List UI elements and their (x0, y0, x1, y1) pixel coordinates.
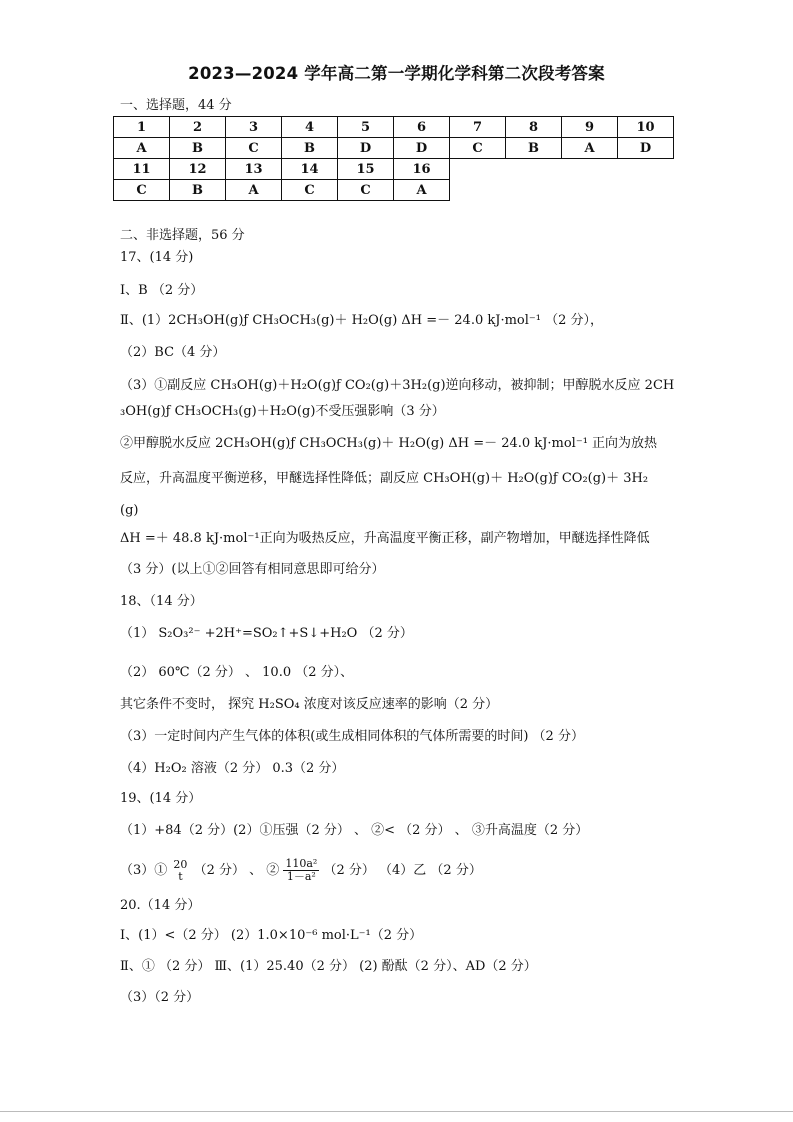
fraction-numerator: 110a² (285, 857, 318, 870)
q18-part1: （1） S₂O₃²⁻ +2H⁺=SO₂↑+S↓+H₂O （2 分） (120, 626, 413, 641)
table-cell: D (394, 138, 450, 159)
table-cell: A (562, 138, 618, 159)
q18-part2b: 其它条件不变时， 探究 H₂SO₄ 浓度对该反应速率的影响（2 分） (120, 697, 499, 712)
table-cell: C (338, 180, 394, 201)
page-bottom-divider (0, 1111, 793, 1112)
table-cell: 3 (226, 117, 282, 138)
table-cell: 14 (282, 159, 338, 180)
q20-part2-3: Ⅱ、① （2 分） Ⅲ、(1）25.40（2 分） (2) 酚酞（2 分）、AD（2 分） (120, 959, 537, 974)
table-cell: 7 (450, 117, 506, 138)
table-cell: 2 (170, 117, 226, 138)
fraction-equilibrium-constant (283, 858, 319, 883)
table-cell: D (618, 138, 674, 159)
q19-part3-4 (120, 856, 482, 886)
q20-part3-3: （3）（2 分） (120, 990, 200, 1005)
table-cell-empty (450, 180, 506, 201)
table-cell: 15 (338, 159, 394, 180)
page-title: 2023—2024 学年高二第一学期化学科第二次段考答案 (188, 64, 605, 83)
table-row (114, 180, 674, 201)
table-cell: C (114, 180, 170, 201)
table-cell: 9 (562, 117, 618, 138)
table-cell: C (282, 180, 338, 201)
table-cell: B (170, 180, 226, 201)
table-cell-empty (562, 159, 618, 180)
q19-part1-2: （1）+84（2 分）(2）①压强（2 分） 、 ②< （2 分） 、 ③升高温度（2 分） (120, 823, 589, 838)
table-cell: D (338, 138, 394, 159)
table-cell-empty (618, 159, 674, 180)
q17-part1: Ⅰ、B （2 分） (120, 283, 204, 298)
table-cell: B (282, 138, 338, 159)
table-cell-empty (618, 180, 674, 201)
table-cell: A (114, 138, 170, 159)
table-cell: C (450, 138, 506, 159)
table-cell-empty (450, 159, 506, 180)
q17-part2-3a: （3）①副反应 CH₃OH(g)＋H₂O(g)ƒ CO₂(g)＋3H₂(g)逆向移动，被抑制；甲醇脱水反应 2CH (120, 378, 675, 393)
table-cell-empty (562, 180, 618, 201)
table-cell: 8 (506, 117, 562, 138)
q20-heading: 20.（14 分） (120, 898, 201, 913)
table-cell: B (506, 138, 562, 159)
table-cell: 1 (114, 117, 170, 138)
table-cell: A (394, 180, 450, 201)
table-cell: 10 (618, 117, 674, 138)
table-cell: 5 (338, 117, 394, 138)
section2-heading: 二、非选择题，56 分 (120, 228, 245, 243)
q19-part3-prefix: （3）① (120, 863, 168, 878)
table-cell: 11 (114, 159, 170, 180)
q17-part2-1: Ⅱ、(1）2CH₃OH(g)ƒ CH₃OCH₃(g)＋ H₂O(g) ΔH =－ 24.0 kJ·mol⁻¹ （2 分）， (120, 313, 603, 328)
q17-part2-3c: ②甲醇脱水反应 2CH₃OH(g)ƒ CH₃OCH₃(g)＋ H₂O(g) ΔH =－ 24.0 kJ·mol⁻¹ 正向为放热 (120, 436, 658, 451)
table-cell: A (226, 180, 282, 201)
table-cell: 16 (394, 159, 450, 180)
table-cell: B (170, 138, 226, 159)
q18-part2a: （2） 60℃（2 分） 、 10.0 （2 分）、 (120, 665, 354, 680)
fraction-numerator: 20 (173, 857, 188, 871)
q19-heading: 19、(14 分） (120, 791, 202, 806)
fraction-denominator: 1－a² (286, 870, 316, 883)
table-row (114, 138, 674, 159)
table-cell: 6 (394, 117, 450, 138)
q17-part2-3f: ΔH =＋ 48.8 kJ·mol⁻¹正向为吸热反应，升高温度平衡正移，副产物增加，甲醚选择性降低 (120, 531, 650, 546)
q17-part2-3e: (g) (120, 503, 139, 518)
q18-heading: 18、（14 分） (120, 594, 203, 609)
q18-part3: （3）一定时间内产生气体的体积(或生成相同体积的气体所需要的时间) （2 分） (120, 729, 584, 744)
answer-table (113, 116, 674, 201)
q17-part2-2: （2）BC（4 分） (120, 345, 226, 360)
table-cell: 4 (282, 117, 338, 138)
fraction-denominator: t (178, 869, 183, 883)
q19-part3-score1: （2 分） 、 ② (193, 863, 280, 878)
q17-part2-3b: ₃OH(g)ƒ CH₃OCH₃(g)＋H₂O(g)不受压强影响（3 分） (120, 404, 445, 419)
table-row (114, 159, 674, 180)
q20-part1: Ⅰ、(1）<（2 分） (2）1.0×10⁻⁶ mol·L⁻¹（2 分） (120, 928, 423, 943)
section1-heading: 一、选择题，44 分 (120, 98, 232, 113)
table-cell-empty (506, 159, 562, 180)
table-row (114, 117, 674, 138)
table-cell: C (226, 138, 282, 159)
table-cell: 13 (226, 159, 282, 180)
q17-part2-3d: 反应，升高温度平衡逆移，甲醚选择性降低；副反应 CH₃OH(g)＋ H₂O(g)ƒ CO₂(g)＋ 3H₂ (120, 471, 649, 486)
table-cell: 12 (170, 159, 226, 180)
q19-part3-score2: （2 分） （4）乙 （2 分） (323, 863, 482, 878)
table-cell-empty (506, 180, 562, 201)
q18-part4: （4）H₂O₂ 溶液（2 分） 0.3（2 分） (120, 761, 345, 776)
q17-heading: 17、(14 分) (120, 250, 194, 265)
fraction-20-over-t (171, 859, 189, 883)
q17-part2-3g: （3 分）(以上①②回答有相同意思即可给分） (120, 562, 385, 577)
